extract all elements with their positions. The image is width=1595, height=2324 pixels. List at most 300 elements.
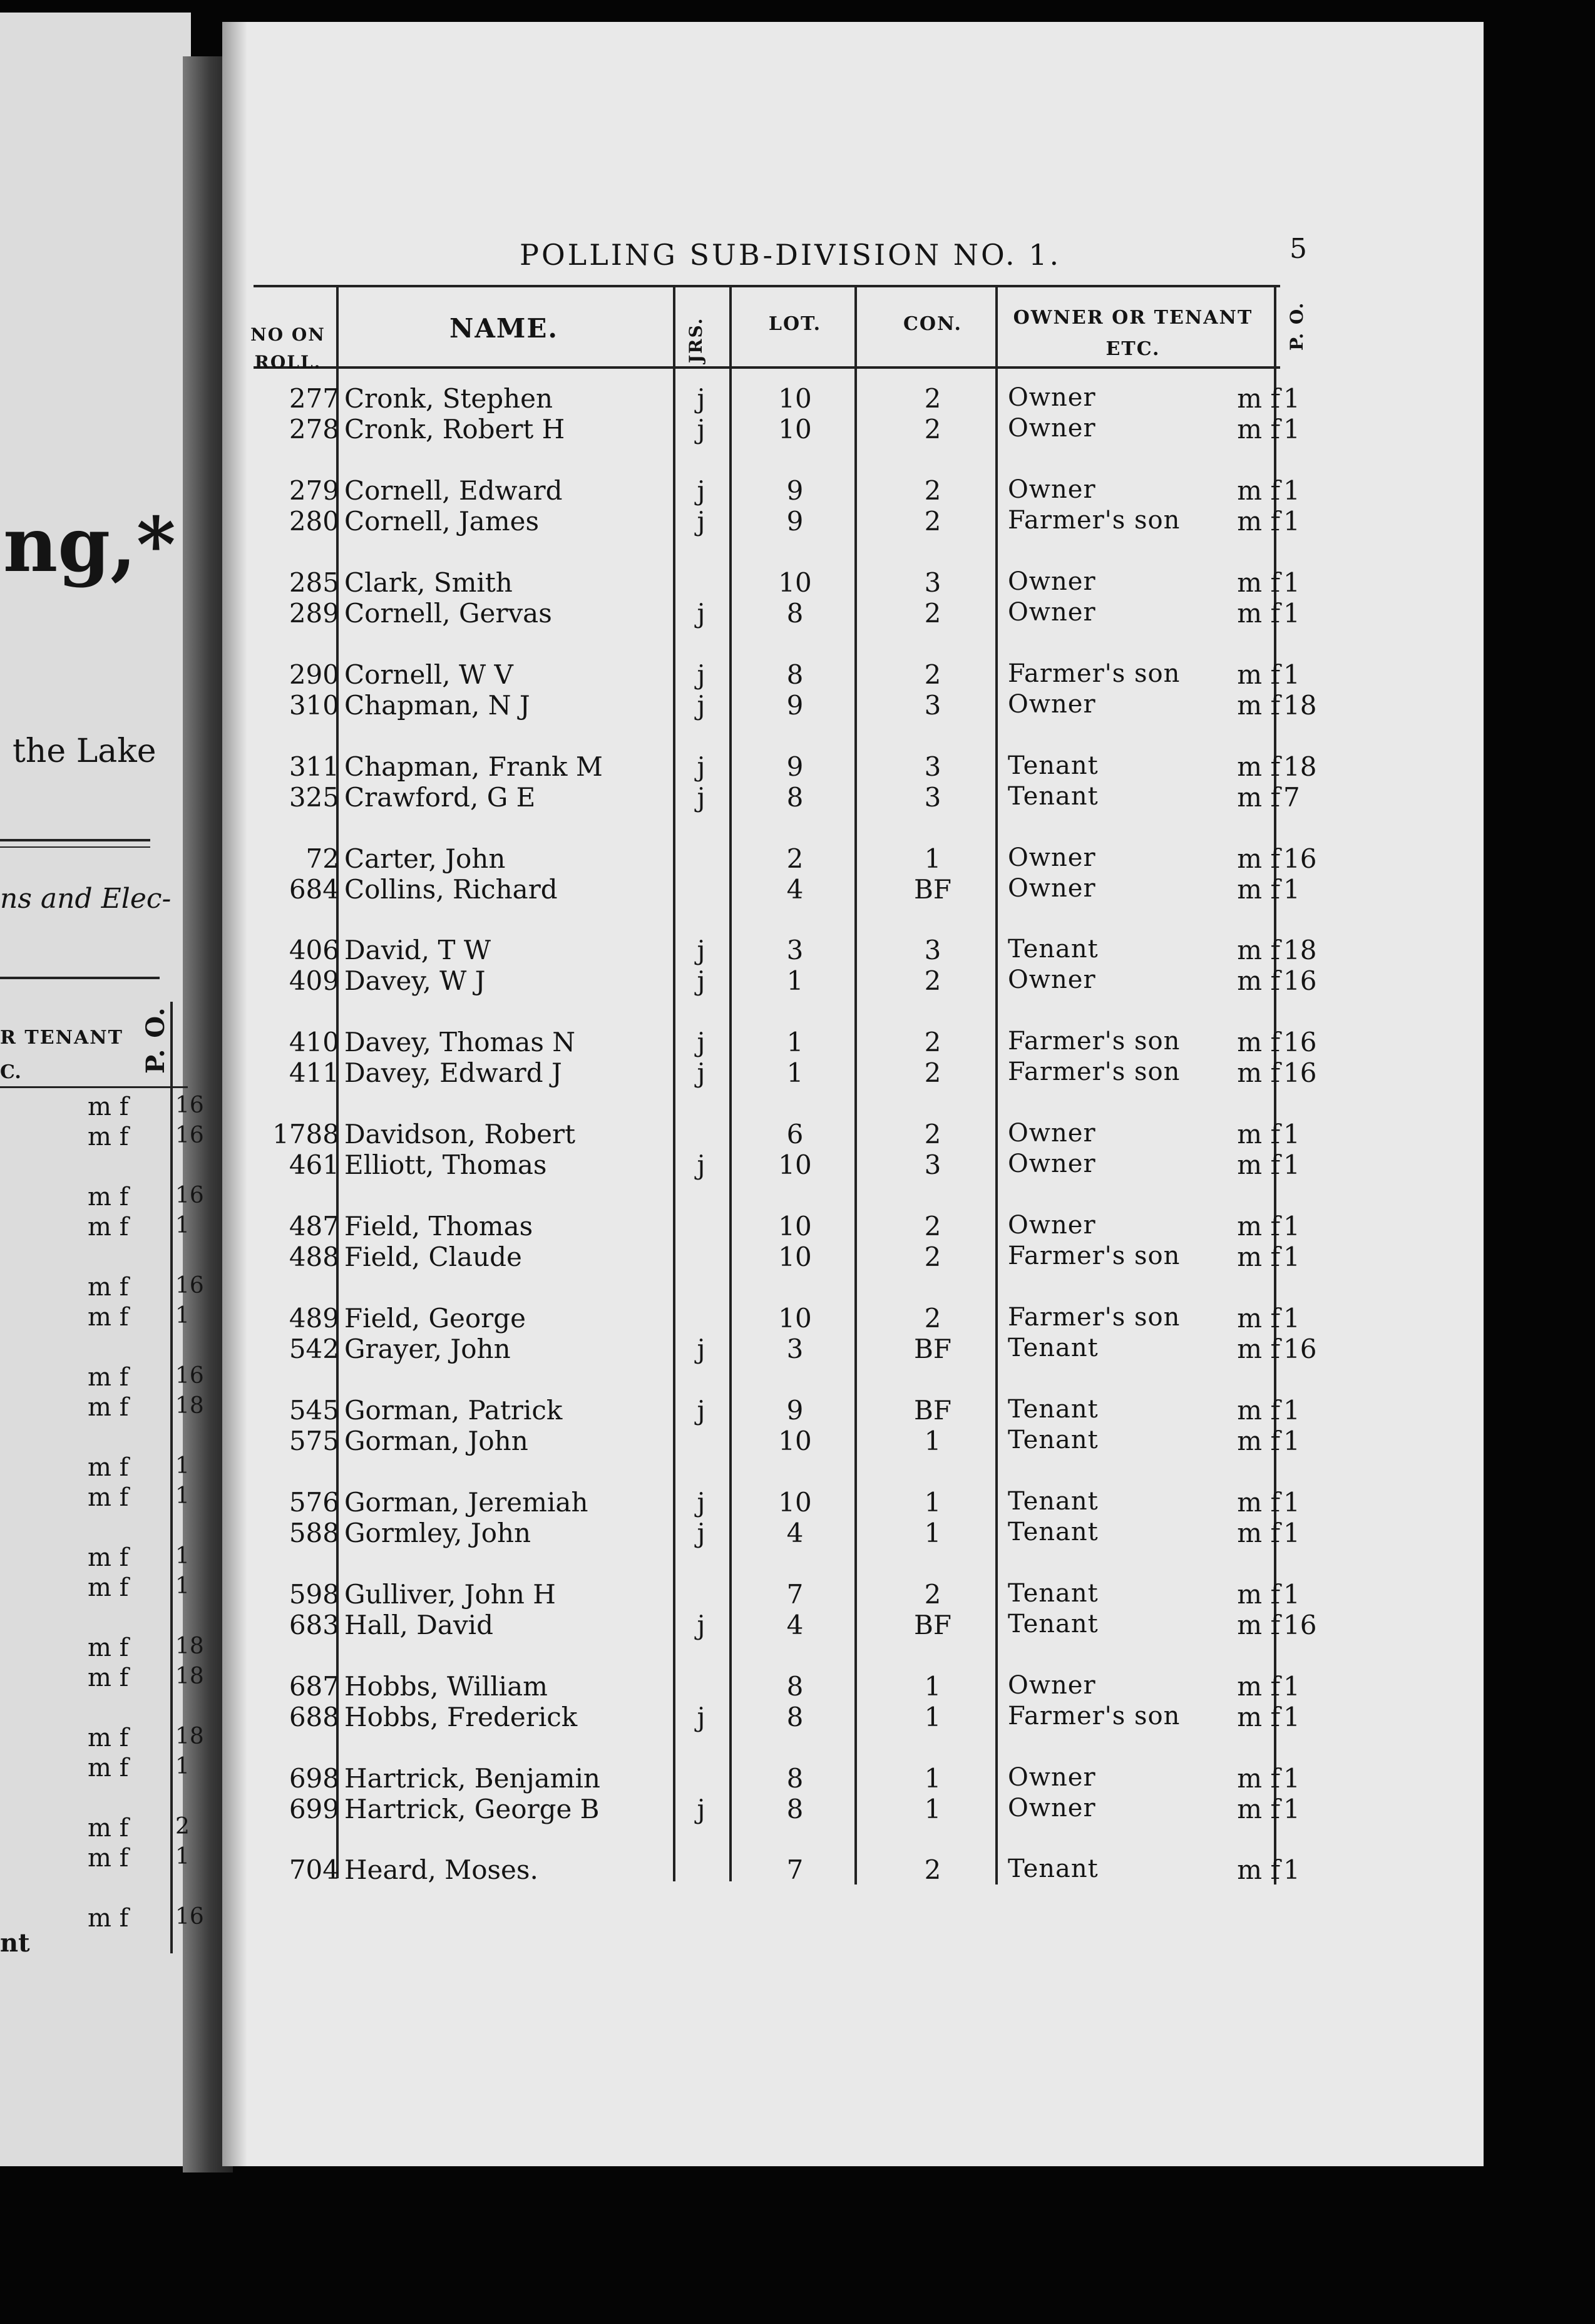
lot-cell: 8: [786, 1762, 804, 1794]
roll-cell: 698: [289, 1762, 339, 1794]
con-cell: 1: [924, 1701, 941, 1732]
left-po-cell: 16: [175, 1123, 204, 1148]
po-cell: 16: [1283, 1057, 1317, 1089]
name-cell: Elliott, Thomas: [344, 1149, 547, 1181]
name-cell: Cronk, Stephen: [344, 383, 553, 414]
lot-cell: 7: [786, 1854, 804, 1886]
po-cell: 18: [1283, 689, 1317, 721]
name-cell: Grayer, John: [344, 1334, 511, 1364]
roll-cell: 279: [289, 475, 339, 506]
roll-cell: 487: [289, 1211, 339, 1242]
lot-cell: 9: [786, 505, 804, 537]
lot-cell: 8: [786, 1701, 804, 1732]
po-cell: 1: [1283, 1149, 1300, 1181]
roll-cell: 409: [289, 965, 339, 997]
mf-cell: m f: [1237, 873, 1280, 905]
name-cell: Field, Claude: [344, 1242, 522, 1273]
lot-cell: 10: [778, 1211, 812, 1242]
jrs-cell: j: [697, 505, 705, 537]
left-col-owner: R TENANT: [0, 1027, 124, 1049]
owner-cell: Farmer's son: [1008, 659, 1181, 688]
mf-cell: m f: [1237, 383, 1280, 414]
left-po-cell: 16: [175, 1183, 204, 1208]
owner-cell: Farmer's son: [1008, 1242, 1181, 1271]
roll-cell: 489: [289, 1303, 339, 1334]
con-cell: 2: [924, 414, 941, 445]
mf-cell: m f: [1237, 659, 1280, 690]
left-col-po: P. O.: [141, 1006, 170, 1074]
roll-cell: 545: [289, 1394, 339, 1426]
con-cell: BF: [913, 1334, 951, 1364]
divider-name: [673, 285, 675, 1881]
left-po-cell: 1: [175, 1844, 190, 1869]
con-cell: 2: [924, 505, 941, 537]
left-mf-cell: m f: [88, 1093, 129, 1121]
roll-cell: 688: [289, 1701, 339, 1732]
name-cell: Hartrick, George B: [344, 1793, 600, 1824]
mf-cell: m f: [1237, 1334, 1280, 1364]
roll-cell: 280: [289, 505, 339, 537]
mf-cell: m f: [1237, 843, 1280, 874]
po-cell: 1: [1283, 1394, 1300, 1426]
mf-cell: m f: [1237, 414, 1280, 445]
mf-cell: m f: [1237, 1303, 1280, 1334]
jrs-cell: j: [697, 1394, 705, 1426]
po-cell: 1: [1283, 505, 1300, 537]
owner-cell: Owner: [1008, 965, 1096, 995]
left-po-cell: 18: [175, 1663, 204, 1689]
con-cell: 1: [924, 1425, 941, 1456]
con-cell: 2: [924, 383, 941, 414]
lot-cell: 10: [778, 383, 812, 414]
owner-cell: Owner: [1008, 1149, 1096, 1179]
col-owner-line2: ETC.: [1105, 338, 1161, 360]
jrs-cell: j: [697, 689, 705, 721]
owner-cell: Tenant: [1008, 1425, 1099, 1454]
jrs-cell: j: [697, 1027, 705, 1058]
left-last-fragment: nt: [0, 1928, 30, 1958]
roll-cell: 277: [289, 383, 339, 414]
jrs-cell: j: [697, 1057, 705, 1089]
left-po-cell: 1: [175, 1573, 190, 1599]
owner-cell: Farmer's son: [1008, 505, 1181, 535]
left-mf-cell: m f: [88, 1844, 129, 1873]
con-cell: BF: [913, 873, 951, 905]
con-cell: 2: [924, 1119, 941, 1150]
po-cell: 1: [1283, 1211, 1300, 1242]
con-cell: 1: [924, 1517, 941, 1548]
jrs-cell: j: [697, 1149, 705, 1181]
name-cell: Cornell, James: [344, 505, 540, 537]
po-cell: 1: [1283, 475, 1300, 506]
owner-cell: Tenant: [1008, 781, 1099, 811]
col-lot: LOT.: [768, 313, 822, 335]
header-bottom-rule: [254, 366, 1280, 369]
owner-cell: Tenant: [1008, 1517, 1099, 1546]
left-po-cell: 1: [175, 1453, 190, 1479]
jrs-cell: j: [697, 414, 705, 445]
con-cell: 3: [924, 689, 941, 721]
left-rule-3: [0, 977, 160, 979]
po-cell: 1: [1283, 1670, 1300, 1702]
left-subtitle-fragment: the Lake: [13, 733, 156, 770]
po-cell: 16: [1283, 965, 1317, 997]
left-po-cell: 1: [175, 1483, 190, 1509]
po-cell: 16: [1283, 843, 1317, 874]
lot-cell: 4: [786, 1609, 804, 1640]
name-cell: Hall, David: [344, 1609, 493, 1640]
lot-cell: 9: [786, 475, 804, 506]
col-roll-line2: ROLL.: [254, 352, 322, 373]
lot-cell: 1: [786, 965, 804, 997]
jrs-cell: j: [697, 751, 705, 782]
name-cell: Cornell, Gervas: [344, 597, 552, 629]
con-cell: 2: [924, 965, 941, 997]
po-cell: 1: [1283, 1578, 1300, 1610]
left-mf-cell: m f: [88, 1273, 129, 1302]
name-cell: Gulliver, John H: [344, 1578, 556, 1610]
po-cell: 16: [1283, 1609, 1317, 1640]
lot-cell: 7: [786, 1578, 804, 1610]
owner-cell: Farmer's son: [1008, 1701, 1181, 1730]
mf-cell: m f: [1237, 1425, 1280, 1456]
po-cell: 7: [1283, 781, 1300, 813]
name-cell: Gorman, Jeremiah: [344, 1486, 588, 1518]
roll-cell: 411: [289, 1057, 339, 1089]
left-mf-cell: m f: [88, 1573, 129, 1602]
left-po-cell: 18: [175, 1393, 204, 1419]
mf-cell: m f: [1237, 1793, 1280, 1824]
lot-cell: 10: [778, 1425, 812, 1456]
po-cell: 1: [1283, 873, 1300, 905]
lot-cell: 10: [778, 1242, 812, 1273]
left-mf-cell: m f: [88, 1904, 129, 1933]
lot-cell: 3: [786, 935, 804, 966]
left-facing-page: [0, 13, 191, 2166]
jrs-cell: j: [697, 1701, 705, 1732]
roll-cell: 576: [289, 1486, 339, 1518]
con-cell: 2: [924, 1211, 941, 1242]
lot-cell: 10: [778, 567, 812, 598]
po-cell: 1: [1283, 383, 1300, 414]
left-mf-cell: m f: [88, 1453, 129, 1482]
left-po-cell: 2: [175, 1814, 190, 1839]
jrs-cell: j: [697, 965, 705, 997]
left-col-owner2: C.: [0, 1061, 21, 1083]
roll-cell: 687: [289, 1670, 339, 1702]
lot-cell: 8: [786, 1670, 804, 1702]
roll-cell: 290: [289, 659, 339, 690]
mf-cell: m f: [1237, 1211, 1280, 1242]
owner-cell: Owner: [1008, 567, 1096, 596]
mf-cell: m f: [1237, 1242, 1280, 1273]
name-cell: Cronk, Robert H: [344, 414, 565, 445]
con-cell: 2: [924, 475, 941, 506]
po-cell: 1: [1283, 414, 1300, 445]
owner-cell: Owner: [1008, 597, 1096, 627]
left-rule-1: [0, 839, 150, 841]
name-cell: Chapman, N J: [344, 689, 530, 721]
left-mf-cell: m f: [88, 1213, 129, 1242]
po-cell: 1: [1283, 1486, 1300, 1518]
lot-cell: 10: [778, 1486, 812, 1518]
name-cell: Gorman, Patrick: [344, 1394, 563, 1426]
owner-cell: Tenant: [1008, 1486, 1099, 1516]
left-po-cell: 1: [175, 1303, 190, 1329]
jrs-cell: j: [697, 475, 705, 506]
name-cell: Davey, Edward J: [344, 1057, 562, 1089]
owner-cell: Owner: [1008, 414, 1096, 443]
left-title-fragment: ng,*: [3, 501, 176, 589]
col-con: CON.: [903, 313, 962, 335]
roll-cell: 410: [289, 1027, 339, 1058]
po-cell: 16: [1283, 1334, 1317, 1364]
name-cell: Cornell, Edward: [344, 475, 563, 506]
name-cell: Clark, Smith: [344, 567, 513, 598]
po-cell: 1: [1283, 1854, 1300, 1886]
con-cell: 3: [924, 781, 941, 813]
left-po-cell: 1: [175, 1213, 190, 1238]
mf-cell: m f: [1237, 475, 1280, 506]
roll-cell: 684: [289, 873, 339, 905]
owner-cell: Tenant: [1008, 1394, 1099, 1424]
roll-cell: 588: [289, 1517, 339, 1548]
left-mf-cell: m f: [88, 1393, 129, 1422]
left-po-cell: 16: [175, 1273, 204, 1298]
con-cell: 2: [924, 659, 941, 690]
roll-cell: 325: [289, 781, 339, 813]
roll-cell: 285: [289, 567, 339, 598]
name-cell: Hobbs, William: [344, 1670, 548, 1702]
mf-cell: m f: [1237, 1517, 1280, 1548]
roll-cell: 598: [289, 1578, 339, 1610]
left-po-cell: 16: [175, 1093, 204, 1118]
owner-cell: Farmer's son: [1008, 1027, 1181, 1056]
col-name: NAME.: [449, 313, 559, 344]
owner-cell: Tenant: [1008, 1334, 1099, 1362]
lot-cell: 4: [786, 1517, 804, 1548]
owner-cell: Farmer's son: [1008, 1057, 1181, 1087]
po-cell: 1: [1283, 1517, 1300, 1548]
col-roll-line1: NO ON: [250, 324, 326, 345]
owner-cell: Owner: [1008, 689, 1096, 719]
po-cell: 1: [1283, 1793, 1300, 1824]
jrs-cell: j: [697, 1517, 705, 1548]
left-mf-cell: m f: [88, 1183, 129, 1211]
con-cell: 2: [924, 1303, 941, 1334]
col-jrs: JRS.: [685, 317, 706, 363]
lot-cell: 1: [786, 1027, 804, 1058]
col-owner-line1: OWNER OR TENANT: [1013, 307, 1253, 329]
lot-cell: 9: [786, 751, 804, 782]
roll-cell: 488: [289, 1242, 339, 1273]
po-cell: 1: [1283, 1303, 1300, 1334]
mf-cell: m f: [1237, 567, 1280, 598]
mf-cell: m f: [1237, 935, 1280, 966]
po-cell: 1: [1283, 1425, 1300, 1456]
lot-cell: 8: [786, 1793, 804, 1824]
name-cell: Davidson, Robert: [344, 1119, 575, 1150]
con-cell: 1: [924, 1486, 941, 1518]
left-po-cell: 16: [175, 1363, 204, 1389]
mf-cell: m f: [1237, 781, 1280, 813]
mf-cell: m f: [1237, 1057, 1280, 1089]
mf-cell: m f: [1237, 965, 1280, 997]
divider-jrs: [729, 285, 732, 1881]
roll-cell: 704: [289, 1854, 339, 1886]
left-po-cell: 18: [175, 1633, 204, 1659]
lot-cell: 10: [778, 1149, 812, 1181]
owner-cell: Tenant: [1008, 751, 1099, 780]
mf-cell: m f: [1237, 1119, 1280, 1150]
jrs-cell: j: [697, 1609, 705, 1640]
lot-cell: 8: [786, 659, 804, 690]
po-cell: 1: [1283, 1701, 1300, 1732]
mf-cell: m f: [1237, 1670, 1280, 1702]
owner-cell: Owner: [1008, 1119, 1096, 1148]
con-cell: 3: [924, 751, 941, 782]
con-cell: 1: [924, 1762, 941, 1794]
left-mf-cell: m f: [88, 1483, 129, 1512]
mf-cell: m f: [1237, 1486, 1280, 1518]
po-cell: 18: [1283, 935, 1317, 966]
con-cell: 1: [924, 1670, 941, 1702]
mf-cell: m f: [1237, 1609, 1280, 1640]
jrs-cell: j: [697, 1486, 705, 1518]
po-cell: 1: [1283, 659, 1300, 690]
con-cell: 2: [924, 1027, 941, 1058]
owner-cell: Owner: [1008, 475, 1096, 504]
left-po-cell: 16: [175, 1904, 204, 1930]
name-cell: Davey, W J: [344, 965, 486, 997]
header-top-rule: [254, 285, 1280, 287]
con-cell: 1: [924, 843, 941, 874]
roll-cell: 72: [305, 843, 339, 874]
con-cell: 2: [924, 1242, 941, 1273]
left-mf-cell: m f: [88, 1363, 129, 1392]
lot-cell: 1: [786, 1057, 804, 1089]
col-po: P. O.: [1286, 301, 1307, 351]
name-cell: Hartrick, Benjamin: [344, 1762, 600, 1794]
roll-cell: 406: [289, 935, 339, 966]
name-cell: Davey, Thomas N: [344, 1027, 576, 1058]
jrs-cell: j: [697, 383, 705, 414]
lot-cell: 4: [786, 873, 804, 905]
page-title: POLLING SUB-DIVISION NO. 1.: [520, 238, 1062, 272]
jrs-cell: j: [697, 597, 705, 629]
owner-cell: Owner: [1008, 1211, 1096, 1240]
mf-cell: m f: [1237, 597, 1280, 629]
name-cell: Chapman, Frank M: [344, 751, 603, 782]
name-cell: Field, Thomas: [344, 1211, 533, 1242]
lot-cell: 9: [786, 689, 804, 721]
mf-cell: m f: [1237, 1854, 1280, 1886]
roll-cell: 542: [289, 1334, 339, 1364]
mf-cell: m f: [1237, 1762, 1280, 1794]
mf-cell: m f: [1237, 505, 1280, 537]
owner-cell: Owner: [1008, 873, 1096, 903]
left-italic-fragment: ns and Elec-: [0, 883, 172, 915]
mf-cell: m f: [1237, 1027, 1280, 1058]
jrs-cell: j: [697, 781, 705, 813]
owner-cell: Owner: [1008, 383, 1096, 412]
jrs-cell: j: [697, 1334, 705, 1364]
name-cell: Crawford, G E: [344, 781, 536, 813]
po-cell: 16: [1283, 1027, 1317, 1058]
con-cell: 2: [924, 1057, 941, 1089]
owner-cell: Owner: [1008, 1762, 1096, 1792]
owner-cell: Owner: [1008, 843, 1096, 872]
po-cell: 1: [1283, 567, 1300, 598]
left-mf-cell: m f: [88, 1754, 129, 1782]
lot-cell: 3: [786, 1334, 804, 1364]
left-header-rule: [0, 1086, 188, 1088]
left-mf-cell: m f: [88, 1303, 129, 1332]
roll-cell: 461: [289, 1149, 339, 1181]
left-po-divider: [170, 1002, 173, 1953]
left-mf-cell: m f: [88, 1633, 129, 1662]
name-cell: Heard, Moses.: [344, 1854, 538, 1886]
name-cell: Hobbs, Frederick: [344, 1701, 578, 1732]
po-cell: 1: [1283, 1762, 1300, 1794]
roll-cell: 575: [289, 1425, 339, 1456]
mf-cell: m f: [1237, 1701, 1280, 1732]
roll-cell: 699: [289, 1793, 339, 1824]
name-cell: Collins, Richard: [344, 873, 558, 905]
name-cell: David, T W: [344, 935, 491, 966]
po-cell: 1: [1283, 1119, 1300, 1150]
left-mf-cell: m f: [88, 1543, 129, 1572]
left-po-cell: 18: [175, 1724, 204, 1749]
con-cell: BF: [913, 1609, 951, 1640]
owner-cell: Owner: [1008, 1793, 1096, 1823]
po-cell: 1: [1283, 597, 1300, 629]
lot-cell: 10: [778, 414, 812, 445]
divider-lot: [854, 285, 857, 1884]
con-cell: 1: [924, 1793, 941, 1824]
mf-cell: m f: [1237, 751, 1280, 782]
po-cell: 1: [1283, 1242, 1300, 1273]
mf-cell: m f: [1237, 689, 1280, 721]
lot-cell: 10: [778, 1303, 812, 1334]
left-mf-cell: m f: [88, 1663, 129, 1692]
name-cell: Field, George: [344, 1303, 526, 1334]
owner-cell: Tenant: [1008, 1609, 1099, 1638]
owner-cell: Tenant: [1008, 1854, 1099, 1884]
lot-cell: 8: [786, 597, 804, 629]
owner-cell: Tenant: [1008, 935, 1099, 964]
left-po-cell: 1: [175, 1754, 190, 1779]
mf-cell: m f: [1237, 1578, 1280, 1610]
left-mf-cell: m f: [88, 1123, 129, 1151]
owner-cell: Farmer's son: [1008, 1303, 1181, 1332]
con-cell: 2: [924, 1578, 941, 1610]
mf-cell: m f: [1237, 1394, 1280, 1426]
left-mf-cell: m f: [88, 1814, 129, 1843]
divider-con: [995, 285, 998, 1884]
name-cell: Gormley, John: [344, 1517, 531, 1548]
con-cell: 3: [924, 935, 941, 966]
name-cell: Cornell, W V: [344, 659, 513, 690]
roll-cell: 1788: [272, 1119, 339, 1150]
lot-cell: 8: [786, 781, 804, 813]
con-cell: BF: [913, 1394, 951, 1426]
roll-cell: 278: [289, 414, 339, 445]
jrs-cell: j: [697, 1793, 705, 1824]
lot-cell: 6: [786, 1119, 804, 1150]
mf-cell: m f: [1237, 1149, 1280, 1181]
con-cell: 3: [924, 1149, 941, 1181]
